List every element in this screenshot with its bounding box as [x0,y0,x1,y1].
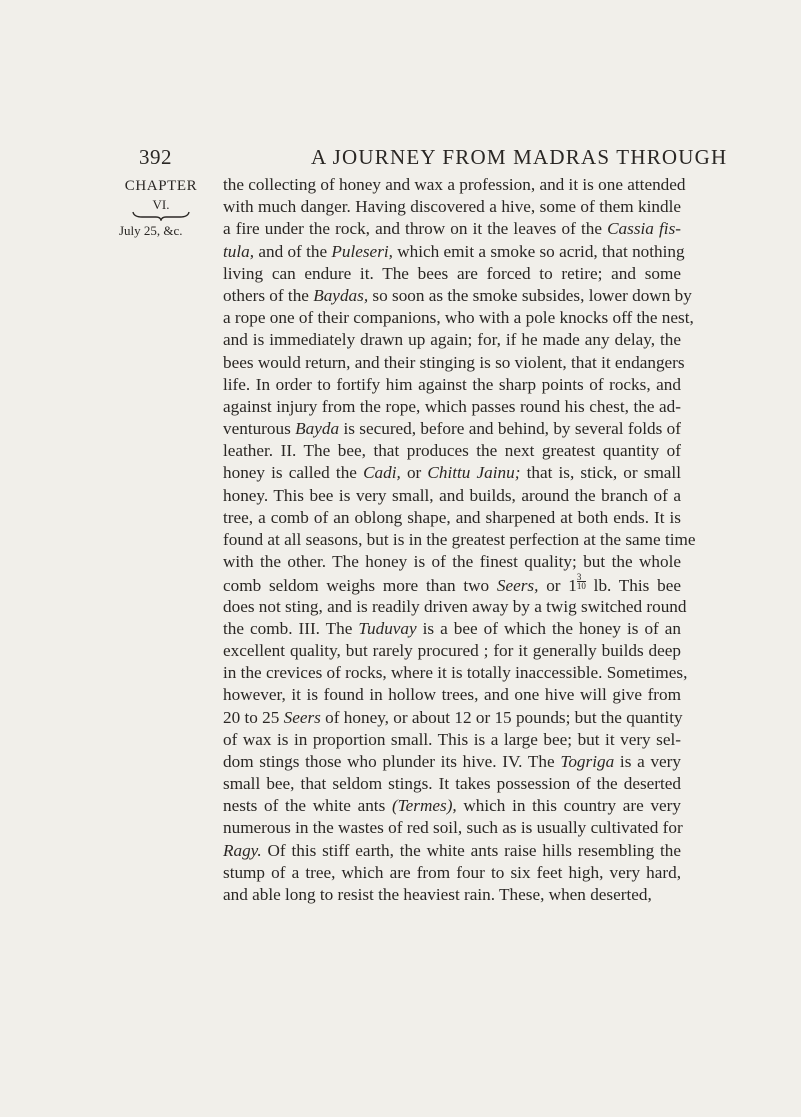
text-line [223,263,681,285]
text-run: found at all seasons, but is in the greatest perfection at the same time [223,530,696,549]
text-line [223,529,696,551]
page-number: 392 [139,145,172,169]
text-run: which in this country are very [456,796,681,816]
text-line [223,196,681,218]
text-run: numerous in the wastes of red soil, such as is usually cultivated for [223,818,683,838]
text-run: in the crevices of rocks, where it is totally inaccessible. Sometimes, [223,663,688,683]
running-head [139,145,728,175]
text-run: or 1 [538,576,577,596]
text-run: bees would return, and their stinging is so violent, that it endangers [223,352,685,372]
text-run: others of the [223,285,314,305]
text-line [223,551,681,573]
text-run: does not sting, and is readily driven away by a twig switched round [223,596,687,616]
text-run: and is immediately drawn up again; for, if he made any delay, the [223,330,681,350]
italic-term: Baydas, [313,285,369,305]
text-line [223,174,686,196]
text-run: honey. This bee is very small, and builds, around the branch of a [223,485,681,505]
text-line [223,329,681,351]
text-run: of wax is in proportion small. This is a large bee; but it very sel- [223,729,681,749]
italic-term: Chittu Jainu; [427,463,521,483]
text-run: stump of a tree, which are from four to six feet high, very hard, [223,862,681,882]
text-line [223,573,681,595]
text-run: and able long to resist the heaviest rain. These, when deserted, [223,885,652,904]
italic-term: tula, [223,241,255,261]
text-run: the collecting of honey and wax a profession, and it is one attended [223,175,686,194]
text-line [223,596,687,618]
text-run: life. In order to fortify him against the sharp points of rocks, and [223,374,681,394]
text-run: tree, a comb of an oblong shape, and sharpened at both ends. It is [223,507,681,527]
text-line [223,485,681,507]
text-line [223,795,681,817]
text-line [223,884,681,906]
text-line [223,662,688,684]
text-line [223,707,681,729]
text-line [223,751,681,773]
margin-chapter-number: VI. [152,197,170,212]
text-run: however, it is found in hollow trees, and one hive will give from [223,685,681,705]
text-run: comb seldom weighs more than two [223,576,497,596]
margin-date: July 25, &c. [119,223,183,238]
italic-term: Bayda [295,419,340,439]
text-run: is secured, before and behind, by several folds of [339,419,681,439]
text-run: or [400,463,428,483]
italic-term: Togriga [560,751,615,771]
fraction-numerator: 3 [577,573,586,582]
text-line [223,462,681,484]
italic-term: Tuduvay [358,618,417,638]
text-run: lb. This bee [585,576,681,596]
text-run: leather. II. The bee, that produces the next greatest quantity of [223,441,681,461]
text-line [223,241,685,263]
text-run: living can endure it. The bees are forced to retire; and some [223,263,681,283]
text-run: the comb. III. The [223,618,359,638]
text-run: that is, stick, or small [520,463,681,483]
italic-term: Puleseri, [331,241,393,261]
text-run: with the other. The honey is of the finest quality; but the whole [223,552,681,572]
text-run: 20 to 25 [223,707,284,727]
text-run: of honey, or about 12 or 15 pounds; but the quantity [320,707,683,727]
italic-term: Ragy. [223,840,262,860]
text-run: with much danger. Having discovered a hive, some of them kindle [223,197,681,217]
text-line [223,817,681,839]
text-run: which emit a smoke so acrid, that nothing [392,241,685,261]
text-run: nests of the white ants [223,796,392,816]
text-run: is a bee of which the honey is of an [416,618,681,638]
text-run: Of this stiff earth, the white ants raise hills resembling the [261,840,681,860]
text-run: honey is called the [223,463,364,483]
text-line [223,862,681,884]
text-line [223,729,681,751]
margin-note [119,178,203,239]
text-run: venturous [223,419,296,439]
text-line [223,684,681,706]
text-line [223,307,694,329]
italic-term: Seers, [496,576,539,596]
text-run: a rope one of their companions, who with a pole knocks off the nest, [223,308,694,328]
text-run: is a very [614,751,681,771]
text-run: so soon as the smoke subsides, lower down by [368,285,692,305]
text-line [223,840,681,862]
header-title: A JOURNEY FROM MADRAS THROUGH [311,145,728,169]
margin-chapter: CHAPTER [124,178,198,194]
text-line [223,218,681,240]
italic-term: Seers [283,707,321,727]
text-run: small bee, that seldom stings. It takes possession of the deserted [223,774,681,794]
text-line [223,374,681,396]
text-line [223,618,681,640]
text-line [223,352,685,374]
text-run: dom stings those who plunder its hive. IV. The [223,751,561,771]
text-line [223,285,692,307]
italic-term: Cadi, [363,463,401,483]
text-line [223,418,681,440]
text-line [223,507,681,529]
italic-term: Cassia fis- [607,219,681,239]
text-line [223,773,681,795]
text-run: a fire under the rock, and throw on it the leaves of the [223,219,608,239]
text-line [223,396,681,418]
fraction [577,573,586,590]
text-run: excellent quality, but rarely procured ; for it generally builds deep [223,640,681,660]
text-run: and of the [254,241,332,261]
body-text [223,174,696,906]
text-run: against injury from the rope, which passes round his chest, the ad- [223,396,681,416]
text-line [223,640,681,662]
fraction-denominator: 10 [576,581,586,592]
text-line [223,440,681,462]
italic-term: (Termes), [391,796,457,816]
